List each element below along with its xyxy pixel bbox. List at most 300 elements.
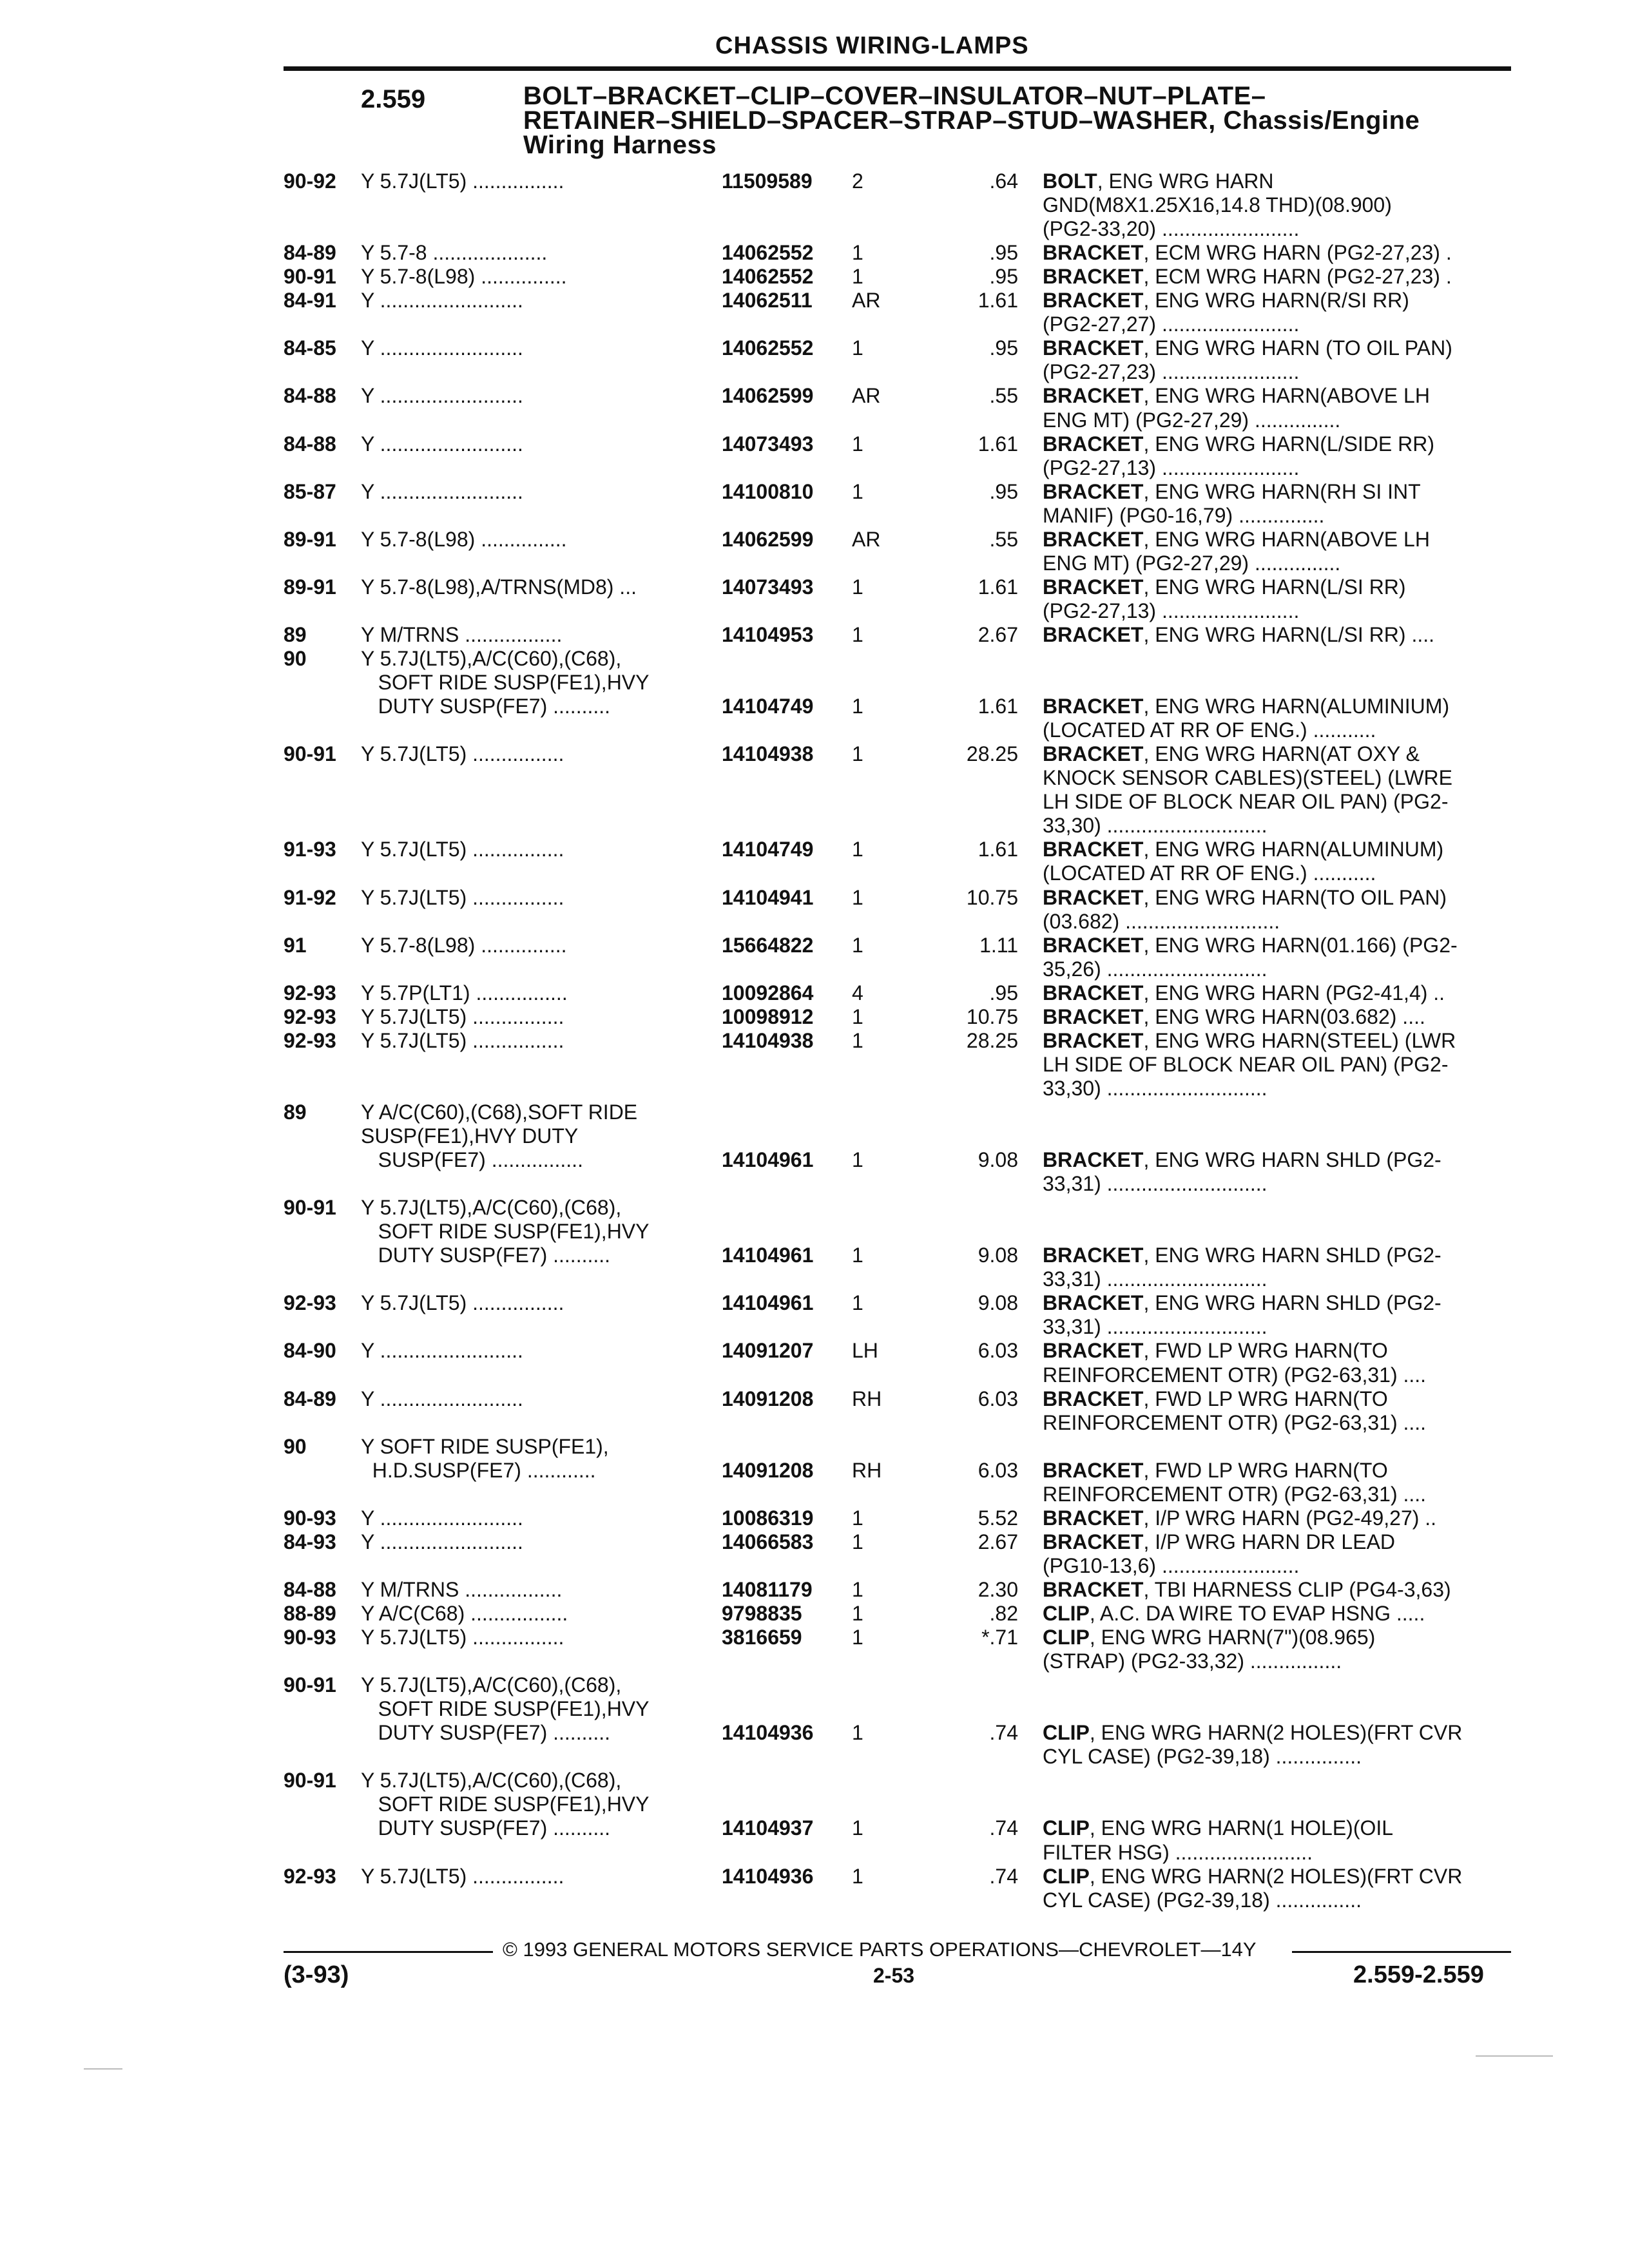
- description-lead: BRACKET: [1043, 480, 1144, 503]
- application: Y 5.7-8(L98),A/TRNS(MD8) ...: [361, 575, 637, 599]
- part-number: 14104941: [722, 886, 814, 909]
- description: [1043, 432, 1513, 456]
- application: Y 5.7J(LT5) ................: [361, 169, 564, 193]
- part-number: 14104961: [722, 1291, 814, 1314]
- description: [1043, 1865, 1513, 1888]
- description: [1043, 1244, 1513, 1267]
- quantity: 1: [852, 480, 863, 503]
- model-years: 84-93: [284, 1530, 336, 1553]
- model-years: 90-91: [284, 1769, 336, 1792]
- price: 1.61: [978, 575, 1018, 599]
- description: [1043, 1745, 1513, 1769]
- application: Y 5.7J(LT5) ................: [361, 838, 564, 861]
- price: 5.52: [978, 1506, 1018, 1530]
- description-text: CYL CASE) (PG2-39,18) ...............: [1043, 1745, 1362, 1768]
- description: [1043, 265, 1513, 289]
- quantity: AR: [852, 528, 881, 551]
- section-title: [523, 84, 1528, 157]
- part-number: 14062552: [722, 336, 814, 360]
- description-text: , FWD LP WRG HARN(TO: [1143, 1459, 1388, 1482]
- application: Y .........................: [361, 480, 523, 503]
- quantity: RH: [852, 1387, 882, 1410]
- description-text: , TBI HARNESS CLIP (PG4-3,63): [1143, 1578, 1451, 1601]
- quantity: 4: [852, 981, 863, 1004]
- description: [1043, 1578, 1513, 1602]
- description: [1043, 384, 1513, 408]
- description: [1043, 1888, 1513, 1912]
- description-text: ENG MT) (PG2-27,29) ...............: [1043, 408, 1341, 432]
- price: .95: [989, 265, 1018, 288]
- description: [1043, 910, 1513, 934]
- quantity: 1: [852, 838, 863, 861]
- description-text: , ENG WRG HARN(L/SIDE RR): [1143, 432, 1435, 456]
- application: Y .........................: [361, 1387, 523, 1410]
- description-lead: BRACKET: [1043, 384, 1144, 407]
- description: [1043, 408, 1513, 432]
- quantity: 1: [852, 742, 863, 765]
- description-text: REINFORCEMENT OTR) (PG2-63,31) ....: [1043, 1363, 1427, 1387]
- description-text: , ENG WRG HARN SHLD (PG2-: [1143, 1244, 1441, 1267]
- part-number: 14104953: [722, 623, 814, 646]
- part-number: 14104961: [722, 1244, 814, 1267]
- price: 1.61: [978, 695, 1018, 718]
- price: 2.30: [978, 1578, 1018, 1601]
- description-text: , ENG WRG HARN (TO OIL PAN): [1143, 336, 1452, 360]
- price: 1.61: [978, 289, 1018, 312]
- description-text: , FWD LP WRG HARN(TO: [1143, 1387, 1388, 1410]
- application: Y .........................: [361, 289, 523, 312]
- price: 10.75: [966, 1005, 1018, 1028]
- description-text: , ENG WRG HARN(2 HOLES)(FRT CVR: [1089, 1865, 1463, 1888]
- description: [1043, 1148, 1513, 1172]
- model-years: 84-88: [284, 384, 336, 407]
- description-lead: BRACKET: [1043, 623, 1144, 646]
- quantity: 1: [852, 1029, 863, 1052]
- model-years: 84-88: [284, 432, 336, 456]
- part-number: 10092864: [722, 981, 814, 1004]
- description-text: , ENG WRG HARN(7")(08.965): [1089, 1626, 1376, 1649]
- description-lead: BRACKET: [1043, 289, 1144, 312]
- model-years: 90: [284, 1435, 307, 1458]
- description-lead: BRACKET: [1043, 695, 1144, 718]
- price: 6.03: [978, 1339, 1018, 1362]
- description: [1043, 718, 1513, 742]
- description: [1043, 289, 1513, 312]
- description-text: , ENG WRG HARN(1 HOLE)(OIL: [1089, 1816, 1394, 1840]
- model-years: 90: [284, 647, 307, 670]
- description: [1043, 1506, 1513, 1530]
- part-number: 14104936: [722, 1721, 814, 1744]
- price: 1.11: [979, 934, 1018, 957]
- price: .95: [989, 336, 1018, 360]
- description: [1043, 456, 1513, 480]
- description: [1043, 886, 1513, 910]
- description-text: , ECM WRG HARN (PG2-27,23) .: [1143, 241, 1452, 264]
- description-lead: BRACKET: [1043, 934, 1144, 957]
- description-text: 35,26) ............................: [1043, 957, 1268, 981]
- description-text: , ENG WRG HARN(L/SI RR) ....: [1143, 623, 1435, 646]
- description: [1043, 575, 1513, 599]
- description-text: , ENG WRG HARN SHLD (PG2-: [1143, 1148, 1441, 1171]
- section-number: 2.559: [361, 85, 426, 113]
- model-years: 89: [284, 623, 307, 646]
- description-lead: BRACKET: [1043, 241, 1144, 264]
- model-years: 84-91: [284, 289, 336, 312]
- description: [1043, 504, 1513, 528]
- part-number: 9798835: [722, 1602, 802, 1625]
- part-number: 14104936: [722, 1865, 814, 1888]
- description-lead: BRACKET: [1043, 1291, 1144, 1314]
- application: Y 5.7J(LT5) ................: [361, 1865, 564, 1888]
- application: H.D.SUSP(FE7) ............: [361, 1459, 596, 1482]
- description: [1043, 1554, 1513, 1578]
- scan-speck: [1476, 2055, 1553, 2057]
- application: Y 5.7J(LT5) ................: [361, 1626, 564, 1649]
- price: 28.25: [966, 1029, 1018, 1052]
- description-text: , ENG WRG HARN SHLD (PG2-: [1143, 1291, 1441, 1314]
- description: [1043, 861, 1513, 885]
- description-lead: BRACKET: [1043, 886, 1144, 909]
- description: [1043, 1005, 1513, 1029]
- section-title-line: Wiring Harness: [523, 131, 717, 159]
- description: [1043, 981, 1513, 1005]
- quantity: 1: [852, 1291, 863, 1314]
- model-years: 91: [284, 934, 307, 957]
- scan-speck: [84, 2068, 122, 2070]
- quantity: 2: [852, 169, 863, 193]
- description-lead: CLIP: [1043, 1602, 1090, 1625]
- application: Y 5.7J(LT5),A/C(C60),(C68),: [361, 1673, 622, 1696]
- description-text: GND(M8X1.25X16,14.8 THD)(08.900): [1043, 193, 1392, 216]
- part-number: 11509589: [722, 169, 813, 193]
- model-years: 90-91: [284, 742, 336, 765]
- part-number: 15664822: [722, 934, 814, 957]
- quantity: 1: [852, 1530, 863, 1553]
- description-lead: CLIP: [1043, 1626, 1090, 1649]
- price: .95: [989, 241, 1018, 264]
- part-number: 10098912: [722, 1005, 814, 1028]
- part-number: 14100810: [722, 480, 814, 503]
- description-text: , ENG WRG HARN(TO OIL PAN): [1143, 886, 1447, 909]
- price: 9.08: [978, 1148, 1018, 1171]
- part-number: 14062599: [722, 528, 814, 551]
- description-text: , ENG WRG HARN(AT OXY &: [1143, 742, 1420, 765]
- description-text: (PG2-33,20) ........................: [1043, 217, 1300, 240]
- part-number: 14104938: [722, 742, 814, 765]
- quantity: 1: [852, 336, 863, 360]
- price: 1.61: [978, 838, 1018, 861]
- price: .64: [989, 169, 1018, 193]
- model-years: 84-85: [284, 336, 336, 360]
- description-lead: BRACKET: [1043, 1459, 1144, 1482]
- model-years: 88-89: [284, 1602, 336, 1625]
- part-number: 14066583: [722, 1530, 814, 1553]
- quantity: 1: [852, 1816, 863, 1840]
- description: [1043, 742, 1513, 766]
- description: [1043, 1411, 1513, 1435]
- part-number: 14081179: [722, 1578, 813, 1601]
- description: [1043, 1077, 1513, 1100]
- footer-rule-left: [284, 1951, 493, 1953]
- quantity: 1: [852, 1578, 863, 1601]
- application: DUTY SUSP(FE7) ..........: [361, 1244, 611, 1267]
- application: SOFT RIDE SUSP(FE1),HVY: [361, 1220, 650, 1243]
- description-text: KNOCK SENSOR CABLES)(STEEL) (LWRE: [1043, 766, 1452, 789]
- part-number: 3816659: [722, 1626, 802, 1649]
- quantity: LH: [852, 1339, 878, 1362]
- model-years: 92-93: [284, 1291, 336, 1314]
- model-years: 90-91: [284, 1196, 336, 1219]
- description-text: , ENG WRG HARN(2 HOLES)(FRT CVR: [1089, 1721, 1463, 1744]
- price: *.71: [981, 1626, 1018, 1649]
- description: [1043, 838, 1513, 861]
- description: [1043, 623, 1513, 647]
- description-lead: BRACKET: [1043, 1578, 1144, 1601]
- application: Y .........................: [361, 336, 523, 360]
- application: SOFT RIDE SUSP(FE1),HVY: [361, 1792, 650, 1816]
- description: [1043, 1649, 1513, 1673]
- quantity: 1: [852, 241, 863, 264]
- description-lead: BOLT: [1043, 169, 1097, 193]
- price: 2.67: [978, 623, 1018, 646]
- description-text: MANIF) (PG0-16,79) ...............: [1043, 504, 1325, 527]
- quantity: 1: [852, 1865, 863, 1888]
- price: .95: [989, 981, 1018, 1004]
- price: .55: [989, 384, 1018, 407]
- application: DUTY SUSP(FE7) ..........: [361, 695, 611, 718]
- description-lead: CLIP: [1043, 1816, 1090, 1840]
- application: Y 5.7J(LT5) ................: [361, 886, 564, 909]
- quantity: 1: [852, 1148, 863, 1171]
- description-lead: BRACKET: [1043, 1506, 1144, 1530]
- description: [1043, 957, 1513, 981]
- model-years: 84-88: [284, 1578, 336, 1601]
- price: .95: [989, 480, 1018, 503]
- model-years: 91-92: [284, 886, 336, 909]
- application: Y M/TRNS .................: [361, 623, 563, 646]
- quantity: 1: [852, 934, 863, 957]
- description: [1043, 1459, 1513, 1483]
- section-title-line: RETAINER–SHIELD–SPACER–STRAP–STUD–WASHER, Chassis/Engine: [523, 106, 1420, 135]
- application: Y SOFT RIDE SUSP(FE1),: [361, 1435, 609, 1458]
- model-years: 92-93: [284, 1029, 336, 1052]
- quantity: 1: [852, 1506, 863, 1530]
- application: Y A/C(C68) .................: [361, 1602, 568, 1625]
- application: Y 5.7J(LT5),A/C(C60),(C68),: [361, 1769, 622, 1792]
- quantity: 1: [852, 1602, 863, 1625]
- description: [1043, 1053, 1513, 1077]
- description-text: , ENG WRG HARN(ABOVE LH: [1143, 528, 1430, 551]
- application: Y 5.7-8(L98) ...............: [361, 265, 567, 288]
- model-years: 90-93: [284, 1626, 336, 1649]
- application: Y .........................: [361, 384, 523, 407]
- description-text: 33,31) ............................: [1043, 1267, 1268, 1291]
- description-lead: CLIP: [1043, 1865, 1090, 1888]
- description-lead: BRACKET: [1043, 336, 1144, 360]
- footer-copyright: © 1993 GENERAL MOTORS SERVICE PARTS OPERATIONS—CHEVROLET—14Y: [503, 1938, 1257, 1961]
- description: [1043, 1291, 1513, 1315]
- model-years: 90-91: [284, 1673, 336, 1696]
- description-lead: BRACKET: [1043, 1244, 1144, 1267]
- description: [1043, 1387, 1513, 1411]
- model-years: 92-93: [284, 981, 336, 1004]
- description-text: REINFORCEMENT OTR) (PG2-63,31) ....: [1043, 1483, 1427, 1506]
- model-years: 84-89: [284, 241, 336, 264]
- description: [1043, 217, 1513, 241]
- part-number: 14062511: [722, 289, 813, 312]
- description: [1043, 766, 1513, 790]
- model-years: 90-93: [284, 1506, 336, 1530]
- description: [1043, 1602, 1513, 1626]
- application: Y 5.7-8(L98) ...............: [361, 528, 567, 551]
- description-text: 33,31) ............................: [1043, 1315, 1268, 1338]
- description-text: , ENG WRG HARN(L/SI RR): [1143, 575, 1406, 599]
- description-text: , ENG WRG HARN(STEEL) (LWR: [1143, 1029, 1456, 1052]
- description: [1043, 360, 1513, 384]
- description-text: FILTER HSG) ........................: [1043, 1841, 1313, 1864]
- application: Y .........................: [361, 1506, 523, 1530]
- description-text: (PG2-27,13) ........................: [1043, 599, 1300, 622]
- description: [1043, 552, 1513, 575]
- model-years: 89: [284, 1100, 307, 1124]
- model-years: 91-93: [284, 838, 336, 861]
- application: Y A/C(C60),(C68),SOFT RIDE: [361, 1100, 638, 1124]
- part-number: 14091208: [722, 1387, 814, 1410]
- part-number: 10086319: [722, 1506, 814, 1530]
- footer-date-code: (3-93): [284, 1961, 349, 1988]
- quantity: 1: [852, 623, 863, 646]
- description-text: LH SIDE OF BLOCK NEAR OIL PAN) (PG2-: [1043, 1053, 1449, 1076]
- description: [1043, 528, 1513, 552]
- section-title-line: BOLT–BRACKET–CLIP–COVER–INSULATOR–NUT–PLATE–: [523, 82, 1266, 110]
- application: Y .........................: [361, 1530, 523, 1553]
- quantity: AR: [852, 289, 881, 312]
- description-text: , ENG WRG HARN (PG2-41,4) ..: [1143, 981, 1445, 1004]
- description-text: , FWD LP WRG HARN(TO: [1143, 1339, 1388, 1362]
- description-text: , ENG WRG HARN(R/SI RR): [1143, 289, 1409, 312]
- model-years: 89-91: [284, 575, 336, 599]
- description-lead: BRACKET: [1043, 1530, 1144, 1553]
- description: [1043, 599, 1513, 623]
- description-text: 33,30) ............................: [1043, 1077, 1268, 1100]
- part-number: 14062552: [722, 265, 814, 288]
- description-text: (03.682) ...........................: [1043, 910, 1280, 933]
- description-lead: BRACKET: [1043, 1339, 1144, 1362]
- model-years: 84-90: [284, 1339, 336, 1362]
- description: [1043, 1721, 1513, 1745]
- description-lead: BRACKET: [1043, 742, 1144, 765]
- application: Y 5.7-8(L98) ...............: [361, 934, 567, 957]
- description-lead: CLIP: [1043, 1721, 1090, 1744]
- description-text: , ECM WRG HARN (PG2-27,23) .: [1143, 265, 1452, 288]
- quantity: 1: [852, 695, 863, 718]
- price: .82: [989, 1602, 1018, 1625]
- application: SUSP(FE1),HVY DUTY: [361, 1124, 579, 1148]
- description-text: ENG MT) (PG2-27,29) ...............: [1043, 552, 1341, 575]
- description-text: (PG2-27,27) ........................: [1043, 312, 1300, 336]
- description: [1043, 934, 1513, 957]
- description-text: , ENG WRG HARN(ALUMINIUM): [1143, 695, 1450, 718]
- description: [1043, 1841, 1513, 1865]
- price: 6.03: [978, 1387, 1018, 1410]
- application: Y 5.7J(LT5) ................: [361, 1029, 564, 1052]
- description: [1043, 1483, 1513, 1506]
- description-text: REINFORCEMENT OTR) (PG2-63,31) ....: [1043, 1411, 1427, 1434]
- footer-page-number: 2-53: [873, 1964, 915, 1987]
- quantity: 1: [852, 575, 863, 599]
- application: SOFT RIDE SUSP(FE1),HVY: [361, 1697, 650, 1720]
- price: 9.08: [978, 1244, 1018, 1267]
- price: 28.25: [966, 742, 1018, 765]
- price: 10.75: [966, 886, 1018, 909]
- application: Y 5.7J(LT5),A/C(C60),(C68),: [361, 1196, 622, 1219]
- description-text: , ENG WRG HARN(03.682) ....: [1143, 1005, 1425, 1028]
- part-number: 14073493: [722, 432, 814, 456]
- application: Y M/TRNS .................: [361, 1578, 563, 1601]
- description-lead: BRACKET: [1043, 838, 1144, 861]
- part-number: 14062552: [722, 241, 814, 264]
- description: [1043, 241, 1513, 265]
- description-lead: BRACKET: [1043, 1029, 1144, 1052]
- description-lead: BRACKET: [1043, 1005, 1144, 1028]
- description-text: , A.C. DA WIRE TO EVAP HSNG .....: [1089, 1602, 1425, 1625]
- quantity: 1: [852, 886, 863, 909]
- price: .74: [989, 1816, 1018, 1840]
- price: 2.67: [978, 1530, 1018, 1553]
- application: Y .........................: [361, 432, 523, 456]
- model-years: 92-93: [284, 1865, 336, 1888]
- description: [1043, 336, 1513, 360]
- quantity: 1: [852, 432, 863, 456]
- footer-section-range: 2.559-2.559: [1353, 1961, 1484, 1988]
- description-text: 33,31) ............................: [1043, 1172, 1268, 1195]
- description-text: CYL CASE) (PG2-39,18) ...............: [1043, 1888, 1362, 1912]
- application: SOFT RIDE SUSP(FE1),HVY: [361, 671, 650, 694]
- description-lead: BRACKET: [1043, 981, 1144, 1004]
- application: Y 5.7J(LT5),A/C(C60),(C68),: [361, 647, 622, 670]
- application: Y 5.7J(LT5) ................: [361, 1291, 564, 1314]
- part-number: 14104938: [722, 1029, 814, 1052]
- part-number: 14091207: [722, 1339, 814, 1362]
- description-lead: BRACKET: [1043, 528, 1144, 551]
- footer-rule-right: [1292, 1951, 1511, 1953]
- application: Y .........................: [361, 1339, 523, 1362]
- description-text: (PG10-13,6) ........................: [1043, 1554, 1300, 1577]
- model-years: 85-87: [284, 480, 336, 503]
- model-years: 92-93: [284, 1005, 336, 1028]
- description: [1043, 1267, 1513, 1291]
- price: .74: [989, 1721, 1018, 1744]
- quantity: 1: [852, 265, 863, 288]
- description-lead: BRACKET: [1043, 265, 1144, 288]
- part-number: 14104749: [722, 695, 814, 718]
- description-text: (STRAP) (PG2-33,32) ................: [1043, 1649, 1342, 1673]
- part-number: 14062599: [722, 384, 814, 407]
- part-number: 14073493: [722, 575, 814, 599]
- description: [1043, 312, 1513, 336]
- part-number: 14104961: [722, 1148, 814, 1171]
- description: [1043, 1530, 1513, 1554]
- application: Y 5.7P(LT1) ................: [361, 981, 568, 1004]
- description: [1043, 790, 1513, 814]
- description-text: (PG2-27,13) ........................: [1043, 456, 1300, 479]
- quantity: RH: [852, 1459, 882, 1482]
- quantity: AR: [852, 384, 881, 407]
- description-lead: BRACKET: [1043, 1148, 1144, 1171]
- description-text: , ENG WRG HARN(ABOVE LH: [1143, 384, 1430, 407]
- application: Y 5.7J(LT5) ................: [361, 742, 564, 765]
- model-years: 89-91: [284, 528, 336, 551]
